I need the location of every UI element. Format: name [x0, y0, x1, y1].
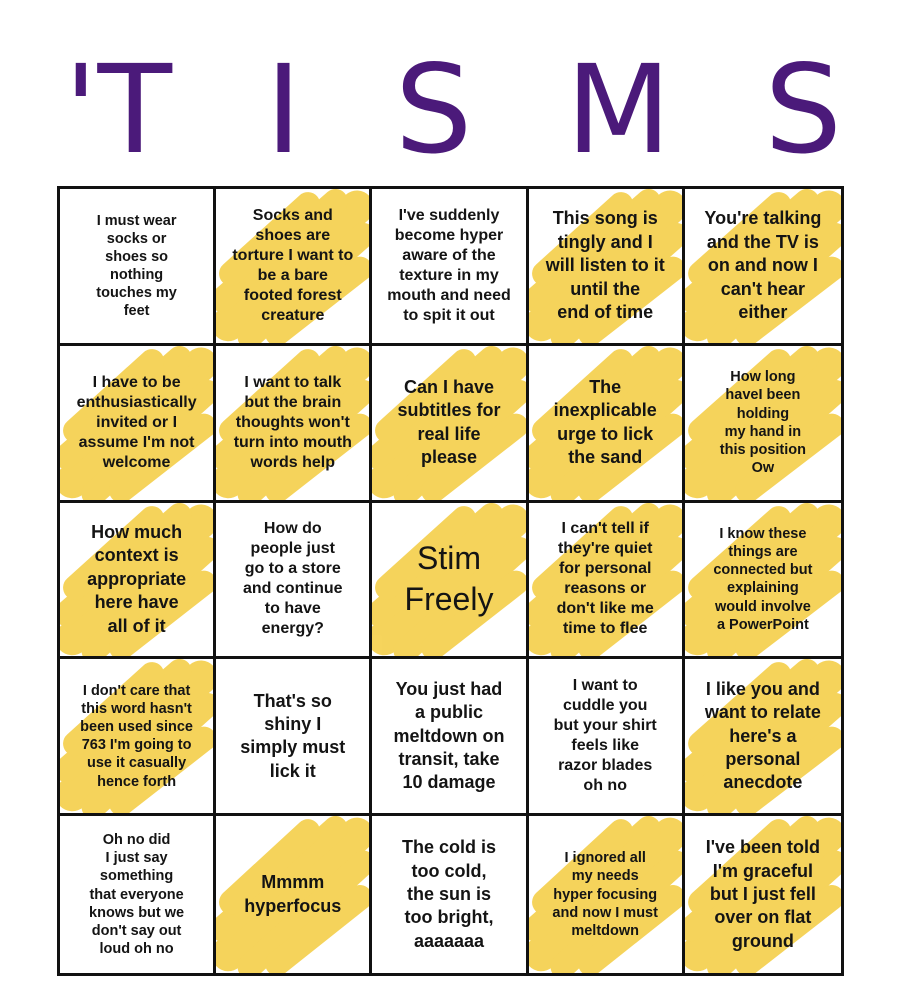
bingo-cell[interactable]: [60, 816, 216, 973]
bingo-cell-text: I ignored all my needs hyper focusing and now I must meltdown: [552, 850, 658, 939]
bingo-cell[interactable]: [529, 346, 685, 503]
bingo-cell-text: The cold is too cold, the sun is too bright, aaaaaaa: [401, 837, 496, 951]
bingo-cell-text: I want to talk but the brain thoughts won't turn into mouth words help: [233, 373, 352, 471]
bingo-cell[interactable]: [372, 346, 528, 503]
bingo-cell-text: I have to be enthusiastically invited or I assume I'm not welcome: [76, 373, 197, 471]
title-letter-m: M: [565, 39, 672, 181]
bingo-cell[interactable]: [685, 503, 841, 660]
bingo-cell[interactable]: [529, 503, 685, 660]
title-letter-s: S: [394, 39, 473, 181]
bingo-cell[interactable]: [529, 816, 685, 973]
bingo-cell-text: Mmmm hyperfocus: [244, 872, 342, 916]
bingo-cell[interactable]: [685, 659, 841, 816]
bingo-cell-text: Oh no did I just say something that everyone knows but we don't say out loud oh no: [89, 832, 185, 957]
bingo-cell[interactable]: [216, 816, 372, 973]
bingo-cell[interactable]: [372, 189, 528, 346]
bingo-cell-text: How do people just go to a store and continue to have energy?: [243, 520, 343, 638]
bingo-cell[interactable]: [372, 816, 528, 973]
bingo-grid: [60, 189, 841, 973]
bingo-cell-text: I don't care that this word hasn't been used since 763 I'm going to use it casually hence forth: [80, 682, 193, 790]
bingo-cell-text: That's so shiny I simply must lick it: [240, 690, 346, 781]
bingo-cell-text: I've been told I'm graceful but I just fell over on flat ground: [705, 837, 821, 951]
bingo-cell-text: I like you and want to relate here's a personal anecdote: [704, 678, 821, 793]
bingo-cell[interactable]: [60, 503, 216, 660]
bingo-cell[interactable]: [60, 659, 216, 816]
bingo-cell[interactable]: [529, 659, 685, 816]
bingo-cell[interactable]: [216, 189, 372, 346]
bingo-cell-text: You just had a public meltdown on transit, take 10 damage: [393, 678, 505, 793]
title-letter-i: I: [265, 39, 302, 181]
bingo-title: [0, 40, 900, 180]
title-letter-t: 'T: [64, 39, 173, 181]
bingo-cell[interactable]: [60, 189, 216, 346]
bingo-cell-free[interactable]: [372, 503, 528, 660]
bingo-cell-text: You're talking and the TV is on and now I can't hear either: [704, 208, 822, 322]
free-space-label: Stim Freely: [404, 539, 494, 618]
bingo-cell[interactable]: [685, 346, 841, 503]
bingo-cell[interactable]: [372, 659, 528, 816]
bingo-cell-text: How much context is appropriate here have all of it: [87, 522, 187, 636]
bingo-cell[interactable]: [685, 189, 841, 346]
title-letter-s2: S: [764, 39, 842, 181]
bingo-cell-text: I want to cuddle you but your shirt feels like razor blades oh no: [553, 677, 657, 795]
bingo-cell-text: Can I have subtitles for real life please: [397, 376, 501, 468]
bingo-cell[interactable]: [529, 189, 685, 346]
bingo-cell-text: How long haveI been holding my hand in this position Ow: [719, 369, 806, 476]
bingo-cell[interactable]: [685, 816, 841, 973]
bingo-cell[interactable]: [60, 346, 216, 503]
bingo-cell-text: I can't tell if they're quiet for personal reasons or don't like me time to flee: [556, 520, 654, 638]
bingo-cell-text: This song is tingly and I will listen to it until the end of time: [545, 208, 665, 322]
bingo-cell[interactable]: [216, 346, 372, 503]
bingo-cell-text: I know these things are connected but explaining would involve a PowerPoint: [713, 526, 813, 633]
bingo-cell-text: The inexplicable urge to lick the sand: [553, 376, 657, 468]
bingo-cell[interactable]: [216, 503, 372, 660]
bingo-cell[interactable]: [216, 659, 372, 816]
bingo-board: [57, 186, 844, 976]
bingo-cell-text: I've suddenly become hyper aware of the texture in my mouth and need to spit it out: [387, 206, 511, 324]
bingo-cell-text: Socks and shoes are torture I want to be a bare footed forest creature: [232, 206, 354, 324]
bingo-cell-text: I must wear socks or shoes so nothing touches my feet: [96, 212, 177, 320]
